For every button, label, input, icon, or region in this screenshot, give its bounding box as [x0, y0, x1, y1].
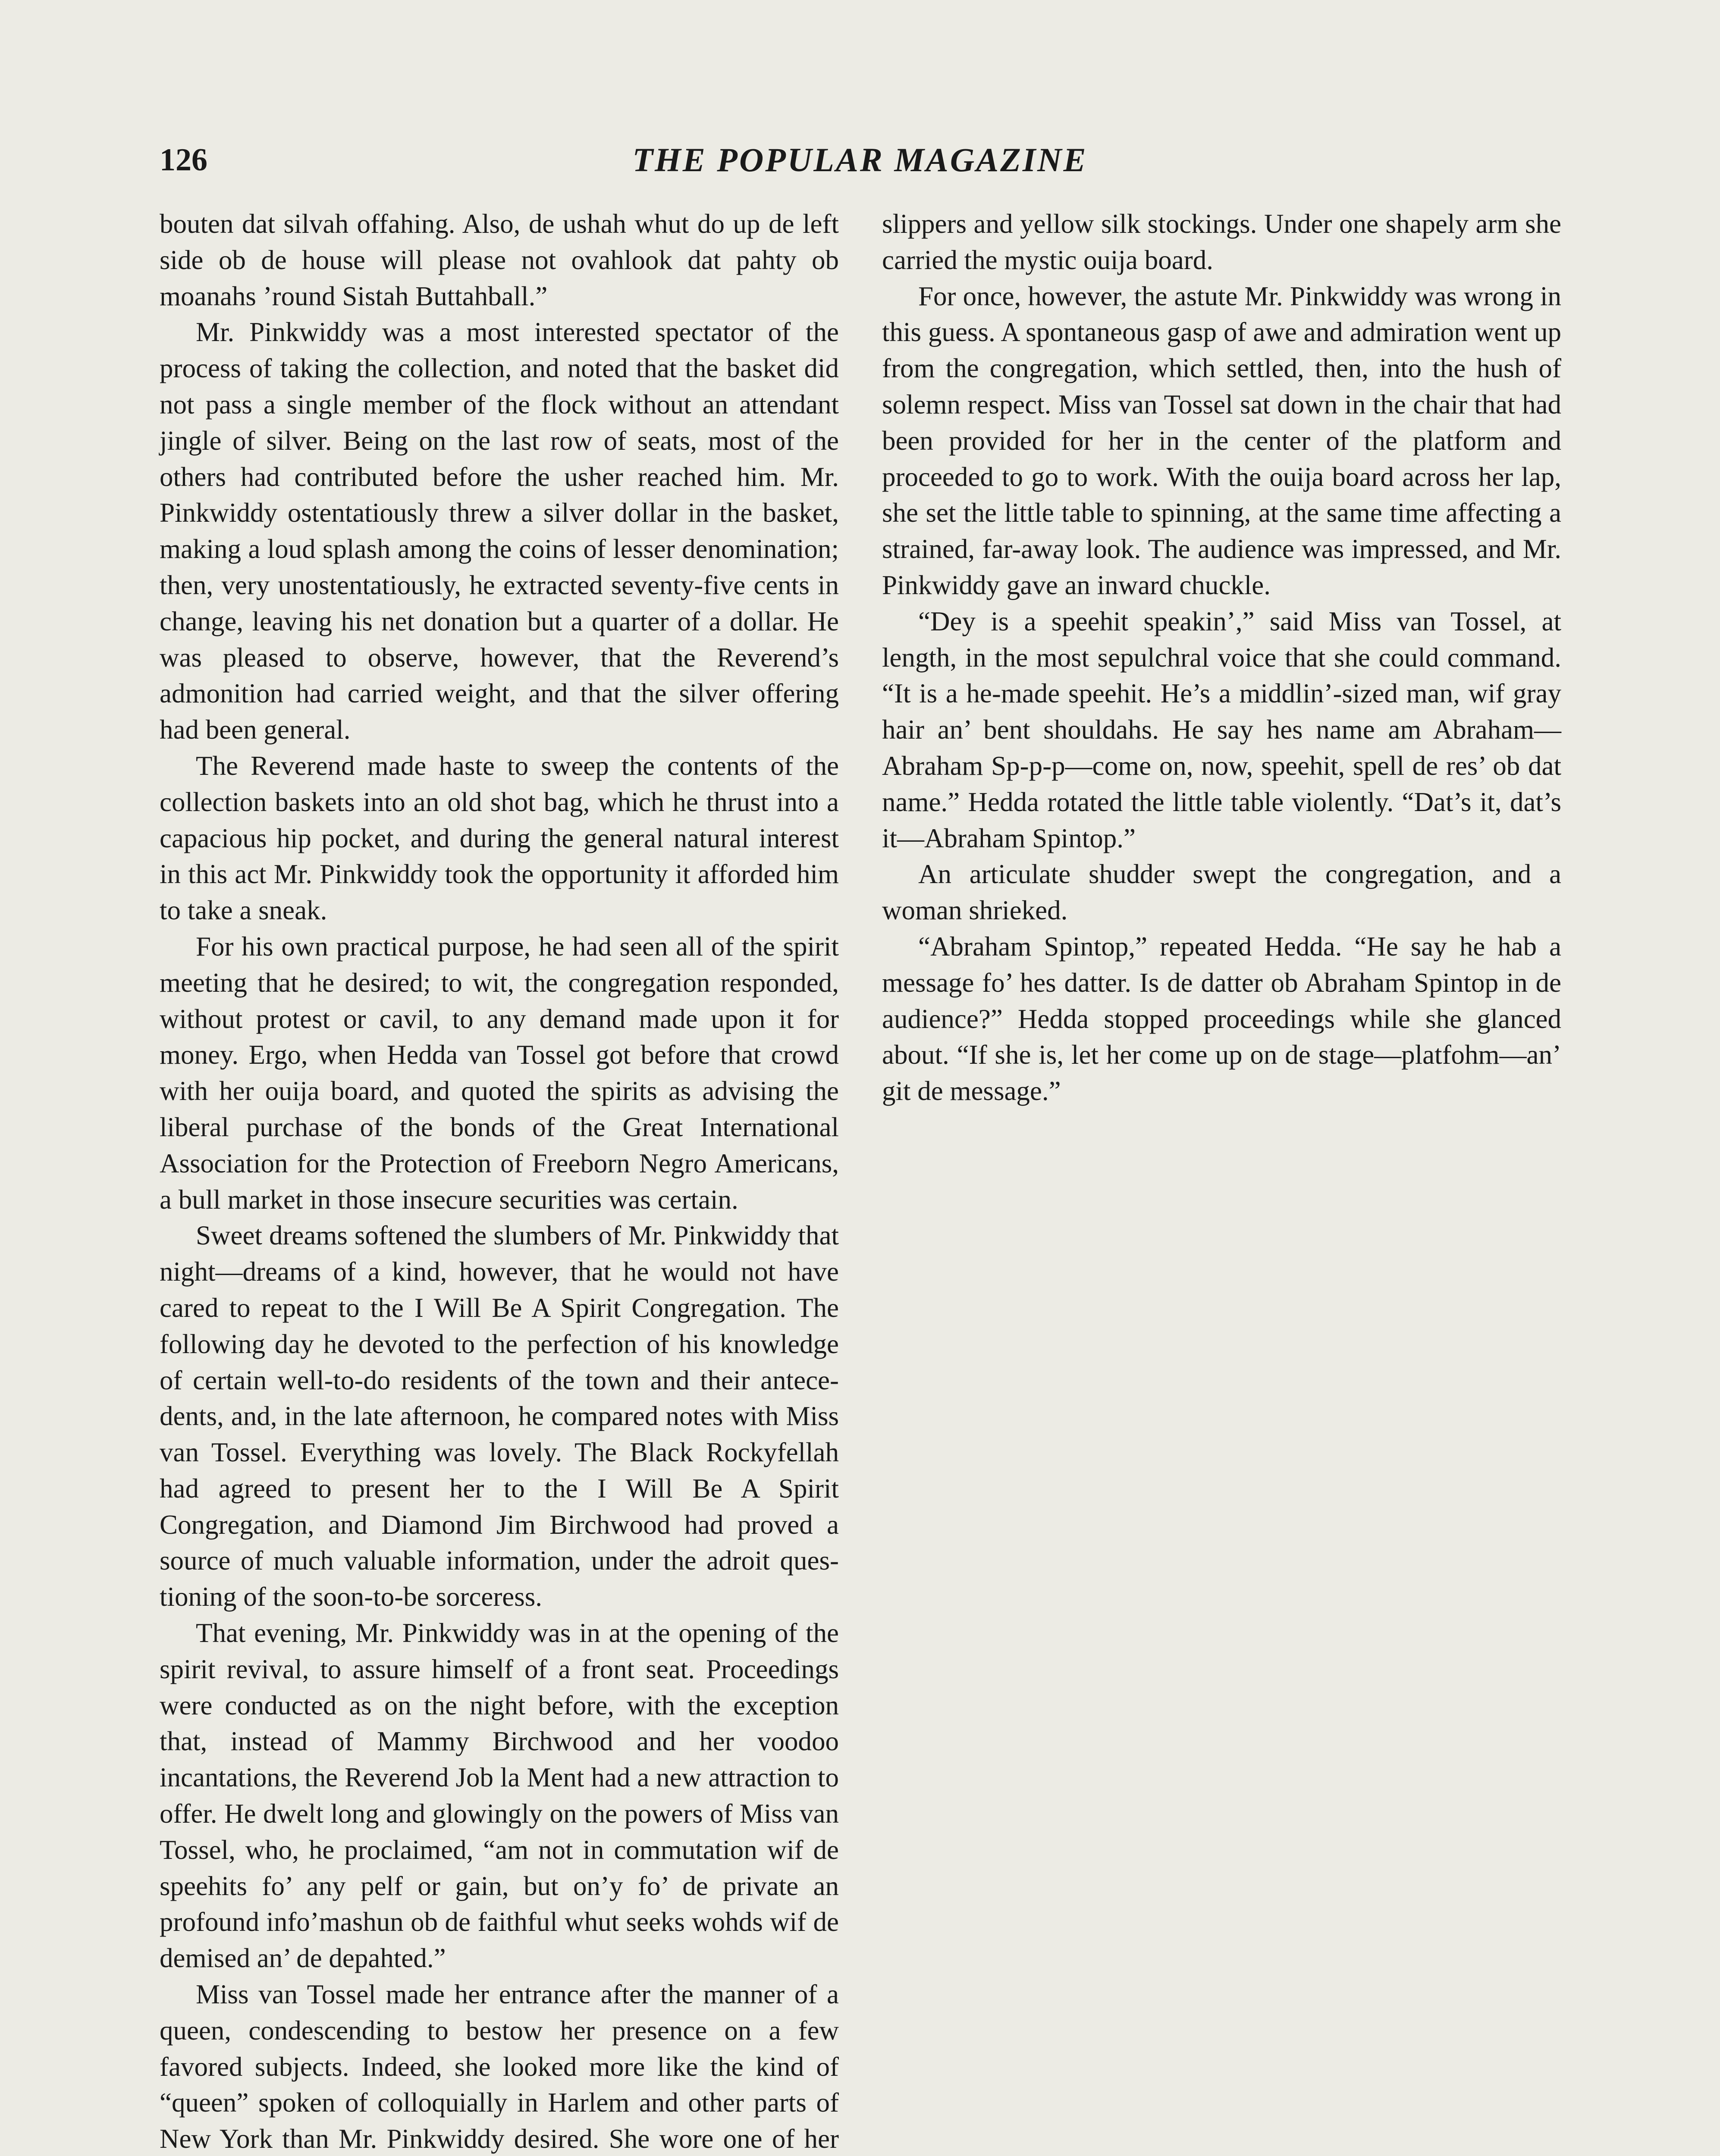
page-number: 126	[160, 142, 207, 178]
paragraph: “Dey is a speehit speakin’,” said Miss van Tossel, at length, in the most sepulchral voice that she could command. “It is a he-made speehit. He’s a middlin’-sized man, wif gray hair an’ bent shouldahs. He say hes name am Abraham—Abraham Sp-p-p—come on, now, speehit, spell de res’ ob dat name.” Hedda rotated the little table violently. “Dat’s it, dat’s it—Abraham Spintop.”	[882, 606, 1561, 853]
paragraph: Miss van Tossel made her entrance after the manner of a queen, condescending to bestow her presence on a few favored subjects. Indeed, she looked more like the kind of “queen” spoken of colloquially in Harlem and other parts of New York than Mr. Pinkwiddy desired. She wore one of her slippers and yellow silk stockings. Under one shapely arm she carried the mystic ouija board.	[160, 209, 1561, 2154]
paragraph: Mr. Pinkwiddy was a most interested spectator of the process of taking the collection, and noted that the basket did not pass a single member of the flock without an attendant jingle of silver. Being on the last row of seats, most of the others had contributed before the usher reached him. Mr. Pinkwiddy ostentatiously threw a silver dollar in the basket, making a loud splash among the coins of lesser denomination; then, very unostentatiously, he extracted seventy-five cents in change, leaving his net donation but a quarter of a dollar. He was pleased to observe, however, that the Reverend’s admonition had carried weight, and that the silver offering had been general.	[160, 317, 839, 745]
paragraph: For once, however, the astute Mr. Pinkwiddy was wrong in this guess. A spontaneous gasp of awe and admiration went up from the congregation, which settled, then, into the hush of solemn respect. Miss van Tossel sat down in the chair that had been provided for her in the center of the platform and proceeded to go to work. With the ouija board across her lap, she set the little table to spinning, at the same time affecting a strained, far-away look. The audience was impressed, and Mr. Pinkwiddy gave an inward chuckle.	[882, 281, 1561, 600]
paragraph: That evening, Mr. Pinkwiddy was in at the opening of the spirit revival, to assure himself of a front seat. Proceedings were conducted as on the night before, with the exception that, instead of Mammy Birchwood and her voodoo incantations, the Reverend Job la Ment had a new attraction to offer. He dwelt long and glowingly on the powers of Miss van Tossel, who, he proclaimed, “am not in commutation wif de speehits fo’ any pelf or gain, but on’y fo’ de private an profound info’mashun ob de faithful whut seeks wohds wif de demised an’ de depahted.”	[160, 1618, 839, 1974]
paragraph: “Abraham Spintop,” repeated Hedda. “He say he hab a message fo’ hes datter. Is de datter ob Abraham Spintop in de audience?” Hedda stopped proceedings while she glanced about. “If she is, let her come up on de stage—platfohm—an’ git de message.”	[882, 931, 1561, 1106]
paragraph: The Reverend made haste to sweep the contents of the collection baskets into an old shot bag, which he thrust into a capacious hip pocket, and during the general natural interest in this act Mr. Pinkwiddy took the opportunity it afforded him to take a sneak.	[160, 750, 839, 926]
article-body	[160, 206, 1561, 2156]
page-header	[160, 136, 1560, 184]
running-head: THE POPULAR MAGAZINE	[632, 141, 1088, 179]
paragraph: For his own practical purpose, he had seen all of the spirit meeting that he desired; to wit, the congregation responded, without protest or cavil, to any demand made upon it for money. Ergo, when Hedda van Tossel got before that crowd with her ouija board, and quoted the spirits as advising the liberal purchase of the bonds of the Great International Association for the Protection of Freeborn Negro Americans, a bull market in those insecure securities was certain.	[160, 931, 839, 1215]
paragraph: An articulate shudder swept the congregation, and a woman shrieked.	[882, 859, 1561, 926]
paragraph: Sweet dreams softened the slumbers of Mr. Pinkwiddy that night—dreams of a kind, however, that he would not have cared to repeat to the I Will Be A Spirit Congregation. The following day he devoted to the perfection of his knowledge of certain well-to-do residents of the town and their antecedents, and, in the late afternoon, he compared notes with Miss van Tossel. Everything was lovely. The Black Rockyfellah had agreed to present her to the I Will Be A Spirit Congregation, and Diamond Jim Birchwood had proved a source of much valuable information, under the adroit questioning of the soon-to-be sorceress.	[160, 1220, 839, 1612]
paragraph: bouten dat silvah offahing. Also, de ushah whut do up de left side ob de house will please not ovahlook dat pahty ob moanahs ’round Sistah Buttahball.”	[160, 209, 839, 311]
